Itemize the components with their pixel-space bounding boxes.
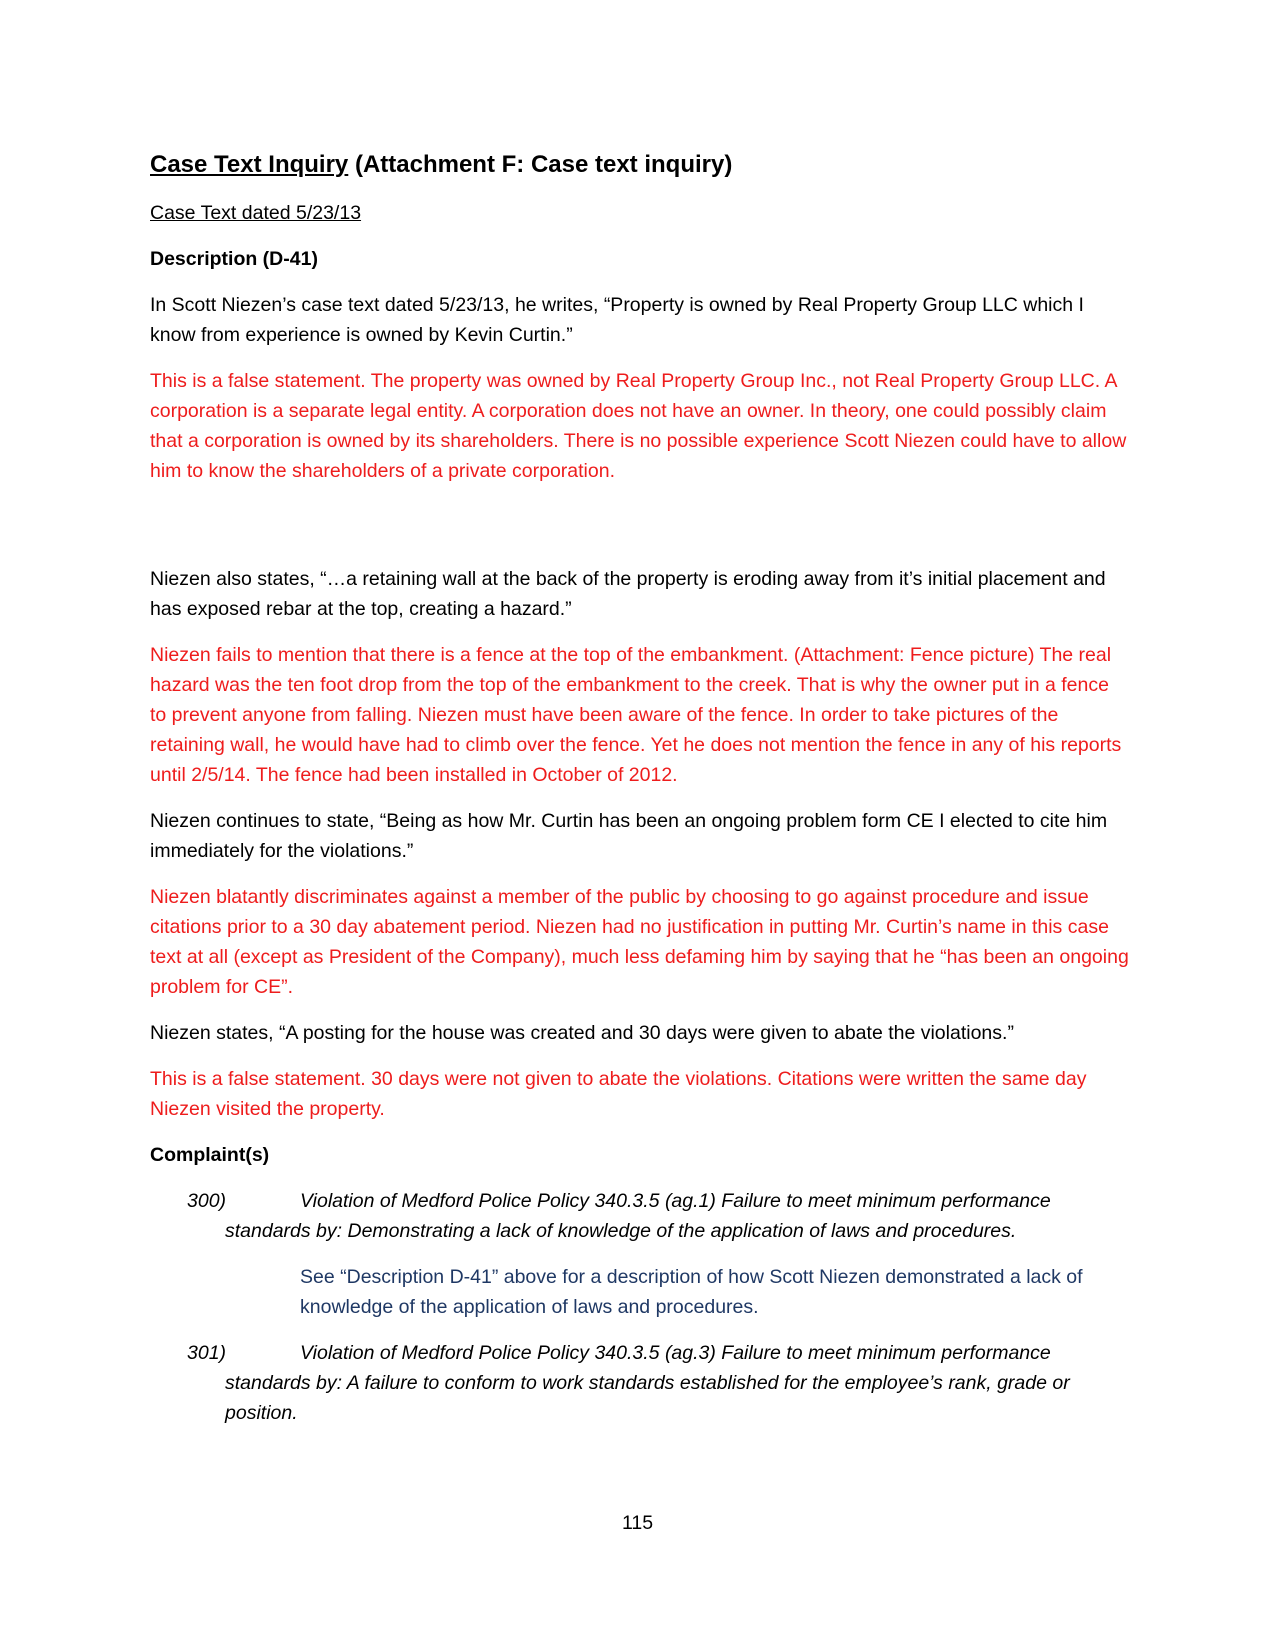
title-suffix: (Attachment F: Case text inquiry) [348, 151, 733, 178]
complaint-explanation: See “Description D-41” above for a description of how Scott Niezen demonstrated a lack of knowledge of the application of laws and procedures. [300, 1266, 1083, 1318]
quote-paragraph-4: Niezen states, “A posting for the house was created and 30 days were given to abate the violations.” [150, 1022, 1014, 1044]
complaint-text: Violation of Medford Police Policy 340.3.5 (ag.1) Failure to meet minimum performance standards by: Demonstrating a lack of knowledge of the application of laws and procedures. [225, 1190, 1051, 1242]
page-title [150, 150, 1130, 180]
complaint-number: 301) [187, 1342, 227, 1364]
rebuttal-paragraph-2: Niezen fails to mention that there is a fence at the top of the embankment. (Attachment: Fence picture) The real hazard was the ten foot drop from the top of the embankment to the creek. That is why the owner put in a fence to prevent anyone from falling. Niezen must have been aware of the fence. In order to take pictures of the retaining wall, he would have had to climb over the fence. Yet he does not mention the fence in any of his reports until 2/5/14. The fence had been installed in October of 2012. [150, 644, 1122, 786]
rebuttal-paragraph-4: This is a false statement. 30 days were not given to abate the violations. Citations were written the same day Niezen visited the property. [150, 1068, 1087, 1120]
page-content [150, 150, 1130, 1444]
quote-paragraph-3: Niezen continues to state, “Being as how Mr. Curtin has been an ongoing problem form CE I elected to cite him immediately for the violations.” [150, 810, 1108, 862]
title-underlined: Case Text Inquiry [150, 151, 349, 178]
quote-paragraph-2: Niezen also states, “…a retaining wall at the back of the property is eroding away from it’s initial placement and has exposed rebar at the top, creating a hazard.” [150, 568, 1106, 620]
complaint-item [150, 1186, 1130, 1246]
rebuttal-paragraph-1: This is a false statement. The property was owned by Real Property Group Inc., not Real Property Group LLC. A corporation is a separate legal entity. A corporation does not have an owner. In theory, one could possibly claim that a corporation is owned by its shareholders. There is no possible experience Scott Niezen could have to allow him to know the shareholders of a private corporation. [150, 370, 1127, 482]
case-text-date-heading: Case Text dated 5/23/13 [150, 202, 362, 224]
complaint-number: 300) [187, 1190, 227, 1212]
page-number: 115 [621, 1512, 654, 1534]
complaint-text: Violation of Medford Police Policy 340.3.5 (ag.3) Failure to meet minimum performance standards by: A failure to conform to work standards established for the employee’s rank, grade or position. [225, 1342, 1070, 1424]
description-heading: Description (D-41) [150, 248, 318, 270]
complaint-item [150, 1338, 1130, 1428]
complaints-heading: Complaint(s) [150, 1144, 270, 1166]
quote-paragraph-1: In Scott Niezen’s case text dated 5/23/13, he writes, “Property is owned by Real Property Group LLC which I know from experience is owned by Kevin Curtin.” [150, 294, 1084, 346]
rebuttal-paragraph-3: Niezen blatantly discriminates against a member of the public by choosing to go against procedure and issue citations prior to a 30 day abatement period. Niezen had no justification in putting Mr. Curtin’s name in this case text at all (except as President of the Company), much less defaming him by saying that he “has been an ongoing problem for CE”. [150, 886, 1129, 998]
